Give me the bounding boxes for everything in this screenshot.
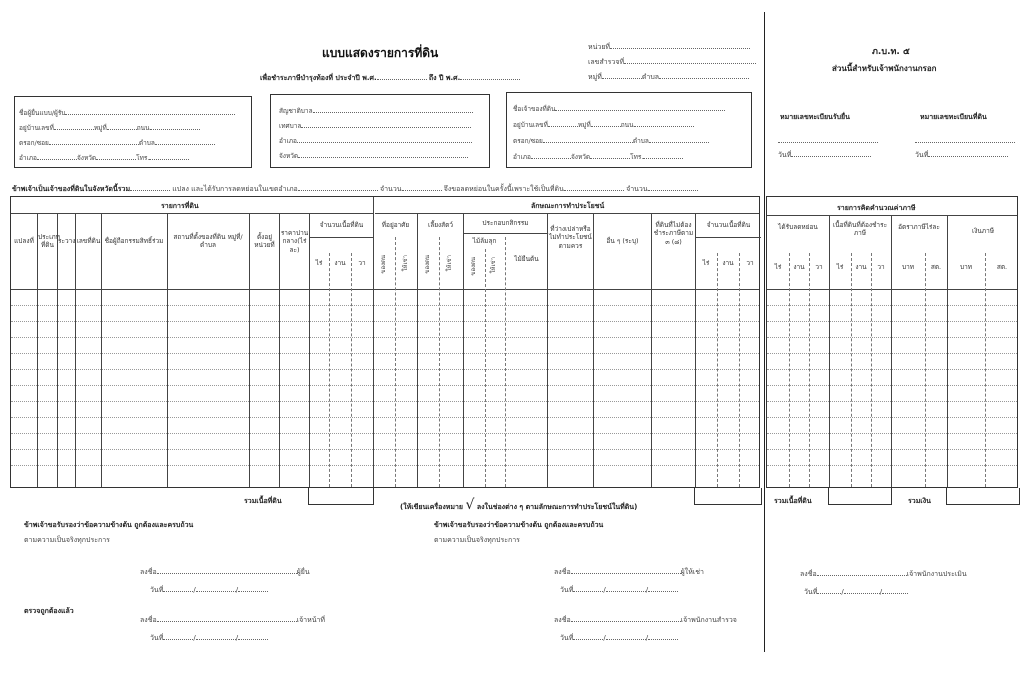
receipt-no-label: หมายเลขทะเบียนรับยื่น xyxy=(780,113,850,121)
header-right-fields: หน่วยที่ เลขสำรวจที่ หมู่ที่ ตำบล xyxy=(588,40,756,85)
officer-section-title: ส่วนนี้สำหรับเจ้าพนักงานกรอก xyxy=(832,64,937,73)
filer-signature: ลงชื่อ ผู้ยื่น xyxy=(140,568,310,576)
unit-ngan-1: งาน xyxy=(334,259,346,267)
tax-unit-satang-2: สต. xyxy=(996,263,1008,271)
sub-rent-3: ให้เช่า xyxy=(490,257,497,274)
tax-table xyxy=(766,196,1018,488)
officer-date: วันที่ / / xyxy=(150,632,268,644)
col-co-owner: ชื่อผู้ถือกรรมสิทธิ์ร่วม xyxy=(104,237,164,245)
total-money-cells xyxy=(946,488,1020,505)
officer-signature: ลงชื่อ เจ้าหน้าที่ xyxy=(140,616,326,624)
tax-unit-baht-2: บาท xyxy=(959,263,973,271)
tax-unit-wa-1: วา xyxy=(815,263,823,271)
tax-unit-rai-2: ไร่ xyxy=(836,263,844,271)
unit-wa-1: วา xyxy=(358,259,366,267)
col-tax-amount: เงินภาษี xyxy=(971,227,995,235)
sub-rent-1: ให้เช่า xyxy=(402,255,409,272)
admin-area-box: สัญชาติบาล เทศบาล อำเภอ จังหวัด xyxy=(270,94,490,168)
declaration-line: ข้าพเจ้าเป็นเจ้าของที่ดินในจังหวัดนี้รวม แปลง และได้รับการลดหย่อนในเขตอำเภอ จำนวน จึงขอลดหย่อนในครั้งนี้เพราะใช้เป็นที่ดิน จำนวน xyxy=(12,183,698,195)
group-use-title: ลักษณะการทำประโยชน์ xyxy=(531,202,605,210)
tax-unit-satang-1: สต. xyxy=(930,263,942,271)
sub-own-1: ของตน xyxy=(380,255,387,274)
tax-unit-ngan-2: งาน xyxy=(855,263,867,271)
total-land-cells-2 xyxy=(694,488,762,505)
col-rate: อัตราภาษีไร่ละ xyxy=(898,223,940,231)
unit-rai-2: ไร่ xyxy=(702,259,710,267)
col-agriculture: ประกอบกสิกรรม xyxy=(482,219,529,227)
land-table xyxy=(10,196,760,488)
form-subtitle: เพื่อชำระภาษีบำรุงท้องที่ ประจำปี พ.ศ. ถึง ปี พ.ศ. xyxy=(260,72,520,84)
total-land-label: รวมเนื้อที่ดิน xyxy=(244,497,282,505)
tax-unit-ngan-1: งาน xyxy=(793,263,805,271)
certify-owner: ข้าพเจ้าขอรับรองว่าข้อความข้างต้น ถูกต้องและครบถ้วน xyxy=(434,521,604,529)
unit-wa-2: วา xyxy=(746,259,754,267)
assessor-signature: ลงชื่อ เจ้าพนักงานประเมิน xyxy=(800,570,967,578)
col-other: อื่น ๆ (ระบุ) xyxy=(606,237,639,245)
sub-own-2: ของตน xyxy=(424,255,431,274)
col-exempt: ที่ดินที่ไม่ต้องชำระภาษีตาม ๓ (๘) xyxy=(653,221,694,246)
owner-info-box: ชื่อเจ้าของที่ดิน อยู่บ้านเลขที่ หมู่ที่ ถนน ตรอก/ซอย ตำบล อำเภอ จังหวัด โทร. xyxy=(506,92,752,168)
form-title: แบบแสดงรายการที่ดิน xyxy=(322,46,439,60)
col-taxable-area: เนื้อที่ดินที่ต้องชำระภาษี xyxy=(832,221,888,238)
form-code: ภ.บ.ท. ๕ xyxy=(872,47,910,57)
group-land-title: รายการที่ดิน xyxy=(161,202,199,210)
tax-unit-baht-1: บาท xyxy=(901,263,915,271)
survey-signature: ลงชื่อ เจ้าพนักงานสำรวจ xyxy=(554,616,737,624)
col-plot-no: แปลงที่ xyxy=(14,237,34,245)
col-perennial: ไม้ยืนต้น xyxy=(514,255,539,263)
col-residence: ที่อยู่อาศัย xyxy=(381,221,410,229)
tax-unit-wa-2: วา xyxy=(877,263,885,271)
col-land-no: เลขที่ดิน xyxy=(76,237,101,245)
col-unit: ตั้งอยู่หน่วยที่ xyxy=(254,233,275,250)
sub-rent-2: ให้เช่า xyxy=(446,255,453,272)
col-vacant: ที่ว่างเปล่าหรือไม่ทำประโยชน์ตามควร xyxy=(549,225,592,250)
total-land-label-2: รวมเนื้อที่ดิน xyxy=(774,497,812,505)
land-reg-label: หมายเลขทะเบียนที่ดิน xyxy=(920,113,987,121)
col-annual-crop: ไม้ล้มลุก xyxy=(472,237,497,245)
total-land-cells xyxy=(308,488,374,505)
certify-owner-2: ตามความเป็นจริงทุกประการ xyxy=(434,536,520,544)
col-livestock: เลี้ยงสัตว์ xyxy=(427,221,454,229)
col-reduction: ได้รับลดหย่อน xyxy=(778,223,818,231)
checked-label: ตรวจถูกต้องแล้ว xyxy=(24,607,74,615)
group-tax-title: รายการคิดคำนวณค่าภาษี xyxy=(837,204,916,212)
usage-note: (ให้เขียนเครื่องหมาย √ ลงในช่องต่าง ๆ ตามลักษณะการทำประโยชน์ในที่ดิน) xyxy=(400,497,638,513)
certify-filer: ข้าพเจ้าขอรับรองว่าข้อความข้างต้น ถูกต้องและครบถ้วน xyxy=(24,521,194,529)
unit-rai-1: ไร่ xyxy=(315,259,323,267)
owner-date: วันที่ / / xyxy=(560,584,678,596)
col-sheet: ระวาง xyxy=(58,237,76,245)
sub-own-3: ของตน xyxy=(470,257,477,276)
filer-date: วันที่ / / xyxy=(150,584,268,596)
land-reg-field: วันที่ xyxy=(915,134,1015,162)
unit-ngan-2: งาน xyxy=(722,259,734,267)
owner-signature: ลงชื่อ ผู้ให้เช่า xyxy=(554,568,704,576)
receipt-no-field: วันที่ xyxy=(778,134,878,162)
assessor-date: วันที่ / / xyxy=(804,586,908,598)
col-area: จำนวนเนื้อที่ดิน xyxy=(319,221,364,229)
col-land-type: ประเภทที่ดิน xyxy=(38,233,60,250)
section-divider xyxy=(764,12,765,652)
certify-filer-2: ตามความเป็นจริงทุกประการ xyxy=(24,536,110,544)
col-avg-price: ราคาปานกลาง(ไร่ละ) xyxy=(280,229,309,254)
col-area-2: จำนวนเนื้อที่ดิน xyxy=(706,221,751,229)
filer-info-box: ชื่อผู้ยื่นแบบ/ผู้รับ อยู่บ้านเลขที่ หมู่ที่ ถนน ตรอก/ซอย ตำบล อำเภอ จังหวัด โทร. xyxy=(14,96,252,168)
col-location: สถานที่ตั้งของที่ดิน หมู่ที่/ตำบล xyxy=(173,233,243,250)
total-land-cells-3 xyxy=(828,488,892,505)
survey-date: วันที่ / / xyxy=(560,632,678,644)
total-money-label: รวมเงิน xyxy=(908,497,931,505)
tax-unit-rai-1: ไร่ xyxy=(774,263,782,271)
